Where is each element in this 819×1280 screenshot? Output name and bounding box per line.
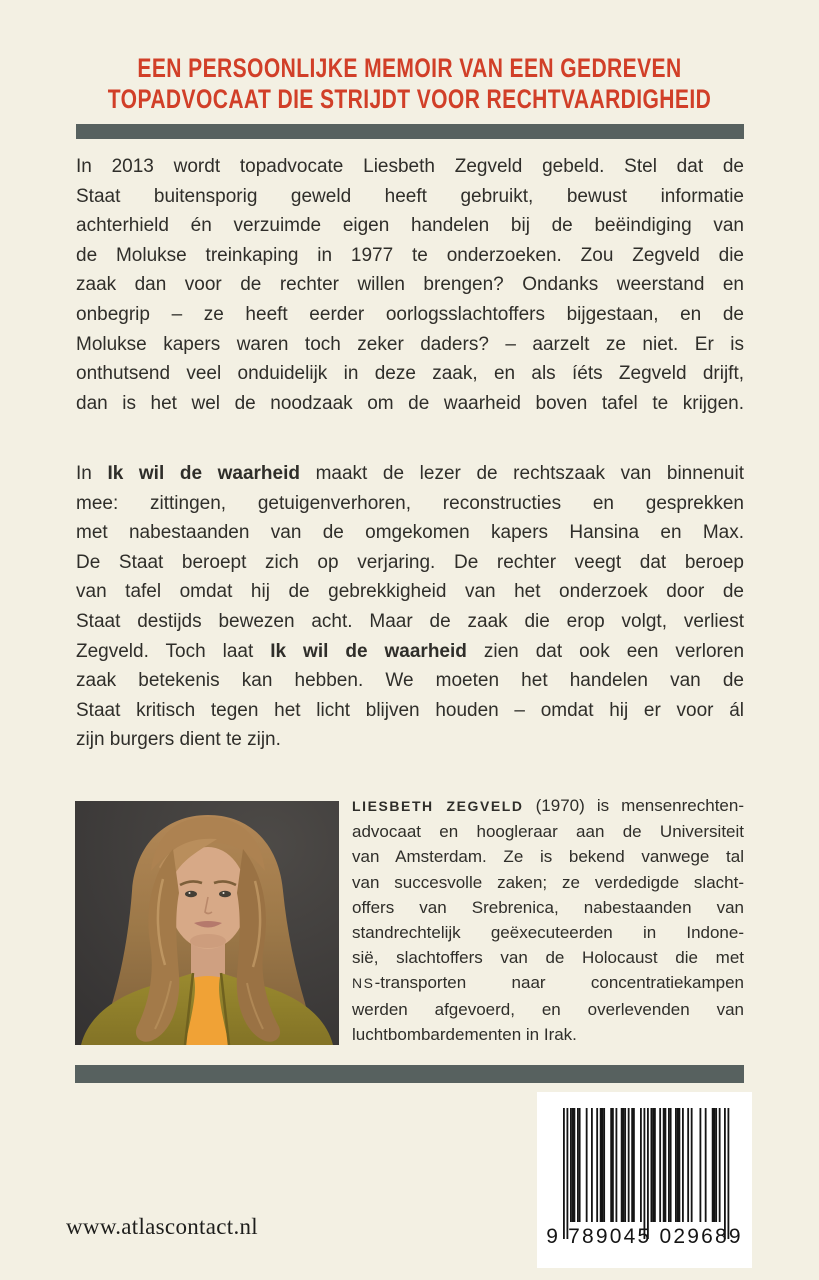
text-line [352, 895, 744, 920]
text-line [352, 970, 744, 996]
text-line [76, 518, 744, 548]
text-line [76, 666, 744, 696]
text-line [76, 182, 744, 212]
text-segment: (1970) is mensenrechten- [523, 796, 745, 815]
top-divider-bar [76, 124, 744, 139]
text-line [76, 489, 744, 519]
text-segment: Staat destijds bewezen acht. Maar de zaak die erop volgt, verliest [76, 610, 744, 632]
text-line [352, 1022, 744, 1047]
text-line [76, 330, 744, 360]
text-line [352, 870, 744, 895]
synopsis-paragraph-2 [76, 459, 744, 755]
text-segment: offers van Srebrenica, nabestaanden van [352, 897, 744, 917]
text-line [76, 637, 744, 667]
text-segment: van succesvolle zaken; ze verdedigde slacht- [352, 872, 744, 892]
text-segment: de Molukse treinkaping in 1977 te onderzoeken. Zou Zegveld die [76, 244, 744, 266]
barcode-bars [563, 1108, 730, 1239]
text-line [352, 997, 744, 1022]
text-segment: -transporten naar concentratiekampen [374, 973, 744, 993]
text-segment: werden afgevoerd, en overlevenden van [352, 999, 744, 1019]
text-segment: luchtbombardementen in Irak. [352, 1024, 577, 1044]
text-segment: dan is het wel de noodzaak om de waarheid boven tafel te krijgen. [76, 392, 744, 414]
text-segment: achterhield én verzuimde eigen handelen bij de beëindiging van [76, 215, 744, 237]
bottom-divider-bar [75, 1065, 744, 1083]
text-line [76, 270, 744, 300]
text-segment: advocaat en hoogleraar aan de Universiteit [352, 822, 744, 842]
barcode [537, 1092, 752, 1268]
text-segment: van tafel omdat hij de gebrekkigheid van het onderzoek door de [76, 581, 744, 603]
text-segment: standrechtelijk geëxecuteerden in Indone- [352, 923, 744, 943]
text-segment: Staat kritisch tegen het licht blijven houden – omdat hij er voor ál [76, 699, 744, 721]
text-line [352, 920, 744, 945]
text-segment: zaak dan voor de rechter willen brengen? Ondanks weerstand en [76, 274, 744, 296]
text-segment: zijn burgers dient te zijn. [76, 729, 281, 751]
text-line [76, 152, 744, 182]
author-portrait-illustration [75, 801, 339, 1045]
text-segment: NS [352, 975, 375, 992]
text-segment: onthutsend veel onduidelijk in deze zaak, en als íéts Zegveld drijft, [76, 363, 744, 385]
barcode-number: 9 789045 029689 [546, 1225, 743, 1248]
text-line [76, 548, 744, 578]
text-line [76, 359, 744, 389]
author-bio [352, 793, 744, 1047]
text-line [76, 389, 744, 419]
text-segment: zaak betekenis kan hebben. We moeten het handelen van de [76, 670, 744, 692]
text-line [76, 300, 744, 330]
text-segment: onbegrip – ze heeft eerder oorlogsslachtoffers bijgestaan, en de [76, 303, 744, 325]
text-line [76, 241, 744, 271]
text-line [76, 459, 744, 489]
author-photo [75, 801, 339, 1045]
text-segment: Molukse kapers waren toch zeker daders? – aarzelt ze niet. Er is [76, 333, 744, 355]
text-segment: LIESBETH ZEGVELD [352, 798, 524, 814]
publisher-url: www.atlascontact.nl [66, 1214, 258, 1239]
text-line [76, 607, 744, 637]
tagline-line-1: EEN PERSOONLIJKE MEMOIR VAN EEN GEDREVEN [137, 53, 682, 83]
text-segment: Ik wil de waarheid [270, 640, 467, 662]
text-segment: Ik wil de waarheid [107, 463, 300, 484]
text-line [352, 844, 744, 869]
tagline-line-2: TOPADVOCAAT DIE STRIJDT VOOR RECHTVAARDIGHEID [107, 84, 712, 114]
text-line [76, 696, 744, 726]
text-segment: De Staat beroept zich op verjaring. De rechter veegt dat beroep [76, 551, 744, 573]
text-line [352, 945, 744, 970]
text-line [76, 577, 744, 607]
text-segment: Zegveld. Toch laat [76, 640, 271, 662]
text-segment: sië, slachtoffers van de Holocaust die met [352, 948, 744, 968]
text-segment: In [76, 463, 108, 484]
text-line [352, 793, 744, 819]
text-segment: zien dat ook een verloren [466, 640, 745, 662]
text-line [76, 725, 744, 755]
tagline [0, 53, 819, 115]
synopsis-paragraph-1 [76, 152, 744, 418]
text-line [352, 819, 744, 844]
text-segment: met nabestaanden van de omgekomen kapers Hansina en Max. [76, 522, 744, 544]
text-line [76, 211, 744, 241]
text-segment: van Amsterdam. Ze is bekend vanwege tal [352, 847, 744, 867]
text-segment: Staat buitensporig geweld heeft gebruikt, bewust informatie [76, 185, 744, 207]
text-segment: mee: zittingen, getuigenverhoren, reconstructies en gesprekken [76, 492, 744, 514]
text-segment: In 2013 wordt topadvocate Liesbeth Zegveld gebeld. Stel dat de [76, 156, 744, 177]
text-segment: maakt de lezer de rechtszaak van binnenuit [299, 463, 745, 484]
